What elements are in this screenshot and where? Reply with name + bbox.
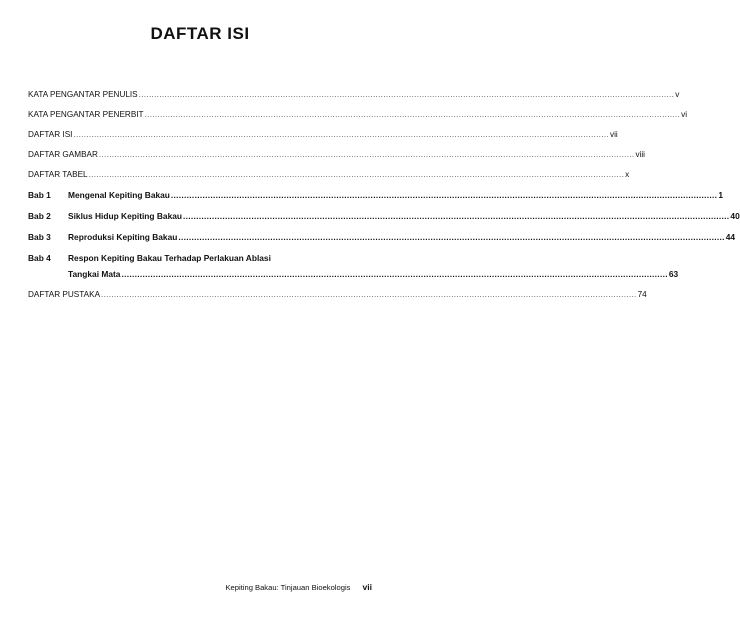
dot-leader [73, 130, 609, 139]
toc-chapter-2[interactable] [28, 211, 740, 221]
chapter-page: 40 [730, 211, 740, 221]
chapter-page: 1 [718, 190, 723, 200]
chapter-title: Mengenal Kepiting Bakau [68, 190, 170, 200]
toc-entry-kata-pengantar-penerbit[interactable] [28, 110, 688, 119]
chapter-title: Siklus Hidup Kepiting Bakau [68, 211, 183, 221]
toc-entry-title: DAFTAR TABEL [28, 170, 88, 179]
chapter-label: Bab 3 [28, 232, 51, 242]
toc-chapter-4[interactable] [28, 253, 679, 279]
dot-leader [139, 90, 675, 99]
toc-entry-daftar-tabel[interactable] [28, 170, 630, 179]
toc-entry-title: KATA PENGANTAR PENULIS [28, 90, 138, 99]
dot-leader [89, 170, 625, 179]
dot-leader [121, 269, 667, 279]
toc-entry-daftar-isi[interactable] [28, 130, 618, 139]
toc-entry-daftar-pustaka[interactable] [28, 290, 647, 299]
toc-entry-title: DAFTAR GAMBAR [28, 150, 98, 159]
toc-chapter-3[interactable] [28, 232, 736, 242]
chapter-title-line-1: Respon Kepiting Bakau Terhadap Perlakuan Ablasi [68, 253, 271, 263]
dot-leader [183, 211, 729, 221]
chapter-page: 44 [725, 232, 736, 242]
page-title: DAFTAR ISI [150, 24, 250, 43]
toc-entry-page: vi [681, 110, 688, 119]
table-of-contents [28, 90, 740, 310]
toc-entry-page: x [625, 170, 630, 179]
chapter-label: Bab 4 [28, 253, 51, 263]
chapter-title-line-2: Tangkai Mata [68, 269, 121, 279]
dot-leader [178, 232, 724, 242]
toc-entry-daftar-gambar[interactable] [28, 150, 646, 159]
chapter-label: Bab 2 [28, 211, 51, 221]
page-footer [225, 582, 372, 592]
chapter-label: Bab 1 [28, 190, 51, 200]
toc-entry-page: v [675, 90, 680, 99]
footer-book-title: Kepiting Bakau: Tinjauan Bioekologis [225, 583, 351, 592]
dot-leader [145, 110, 681, 119]
dot-leader [99, 150, 635, 159]
toc-entry-title: DAFTAR ISI [28, 130, 73, 139]
dot-leader [101, 290, 637, 299]
toc-entry-page: 74 [637, 290, 647, 299]
toc-entry-title: DAFTAR PUSTAKA [28, 290, 101, 299]
dot-leader [171, 190, 717, 200]
toc-chapter-1[interactable] [28, 190, 723, 200]
chapter-title: Reproduksi Kepiting Bakau [68, 232, 178, 242]
toc-entry-kata-pengantar-penulis[interactable] [28, 90, 680, 99]
toc-entry-page: vii [609, 130, 618, 139]
footer-page-number: vii [362, 582, 372, 592]
toc-entry-title: KATA PENGANTAR PENERBIT [28, 110, 144, 119]
chapter-page: 63 [668, 269, 679, 279]
toc-entry-page: viii [635, 150, 646, 159]
